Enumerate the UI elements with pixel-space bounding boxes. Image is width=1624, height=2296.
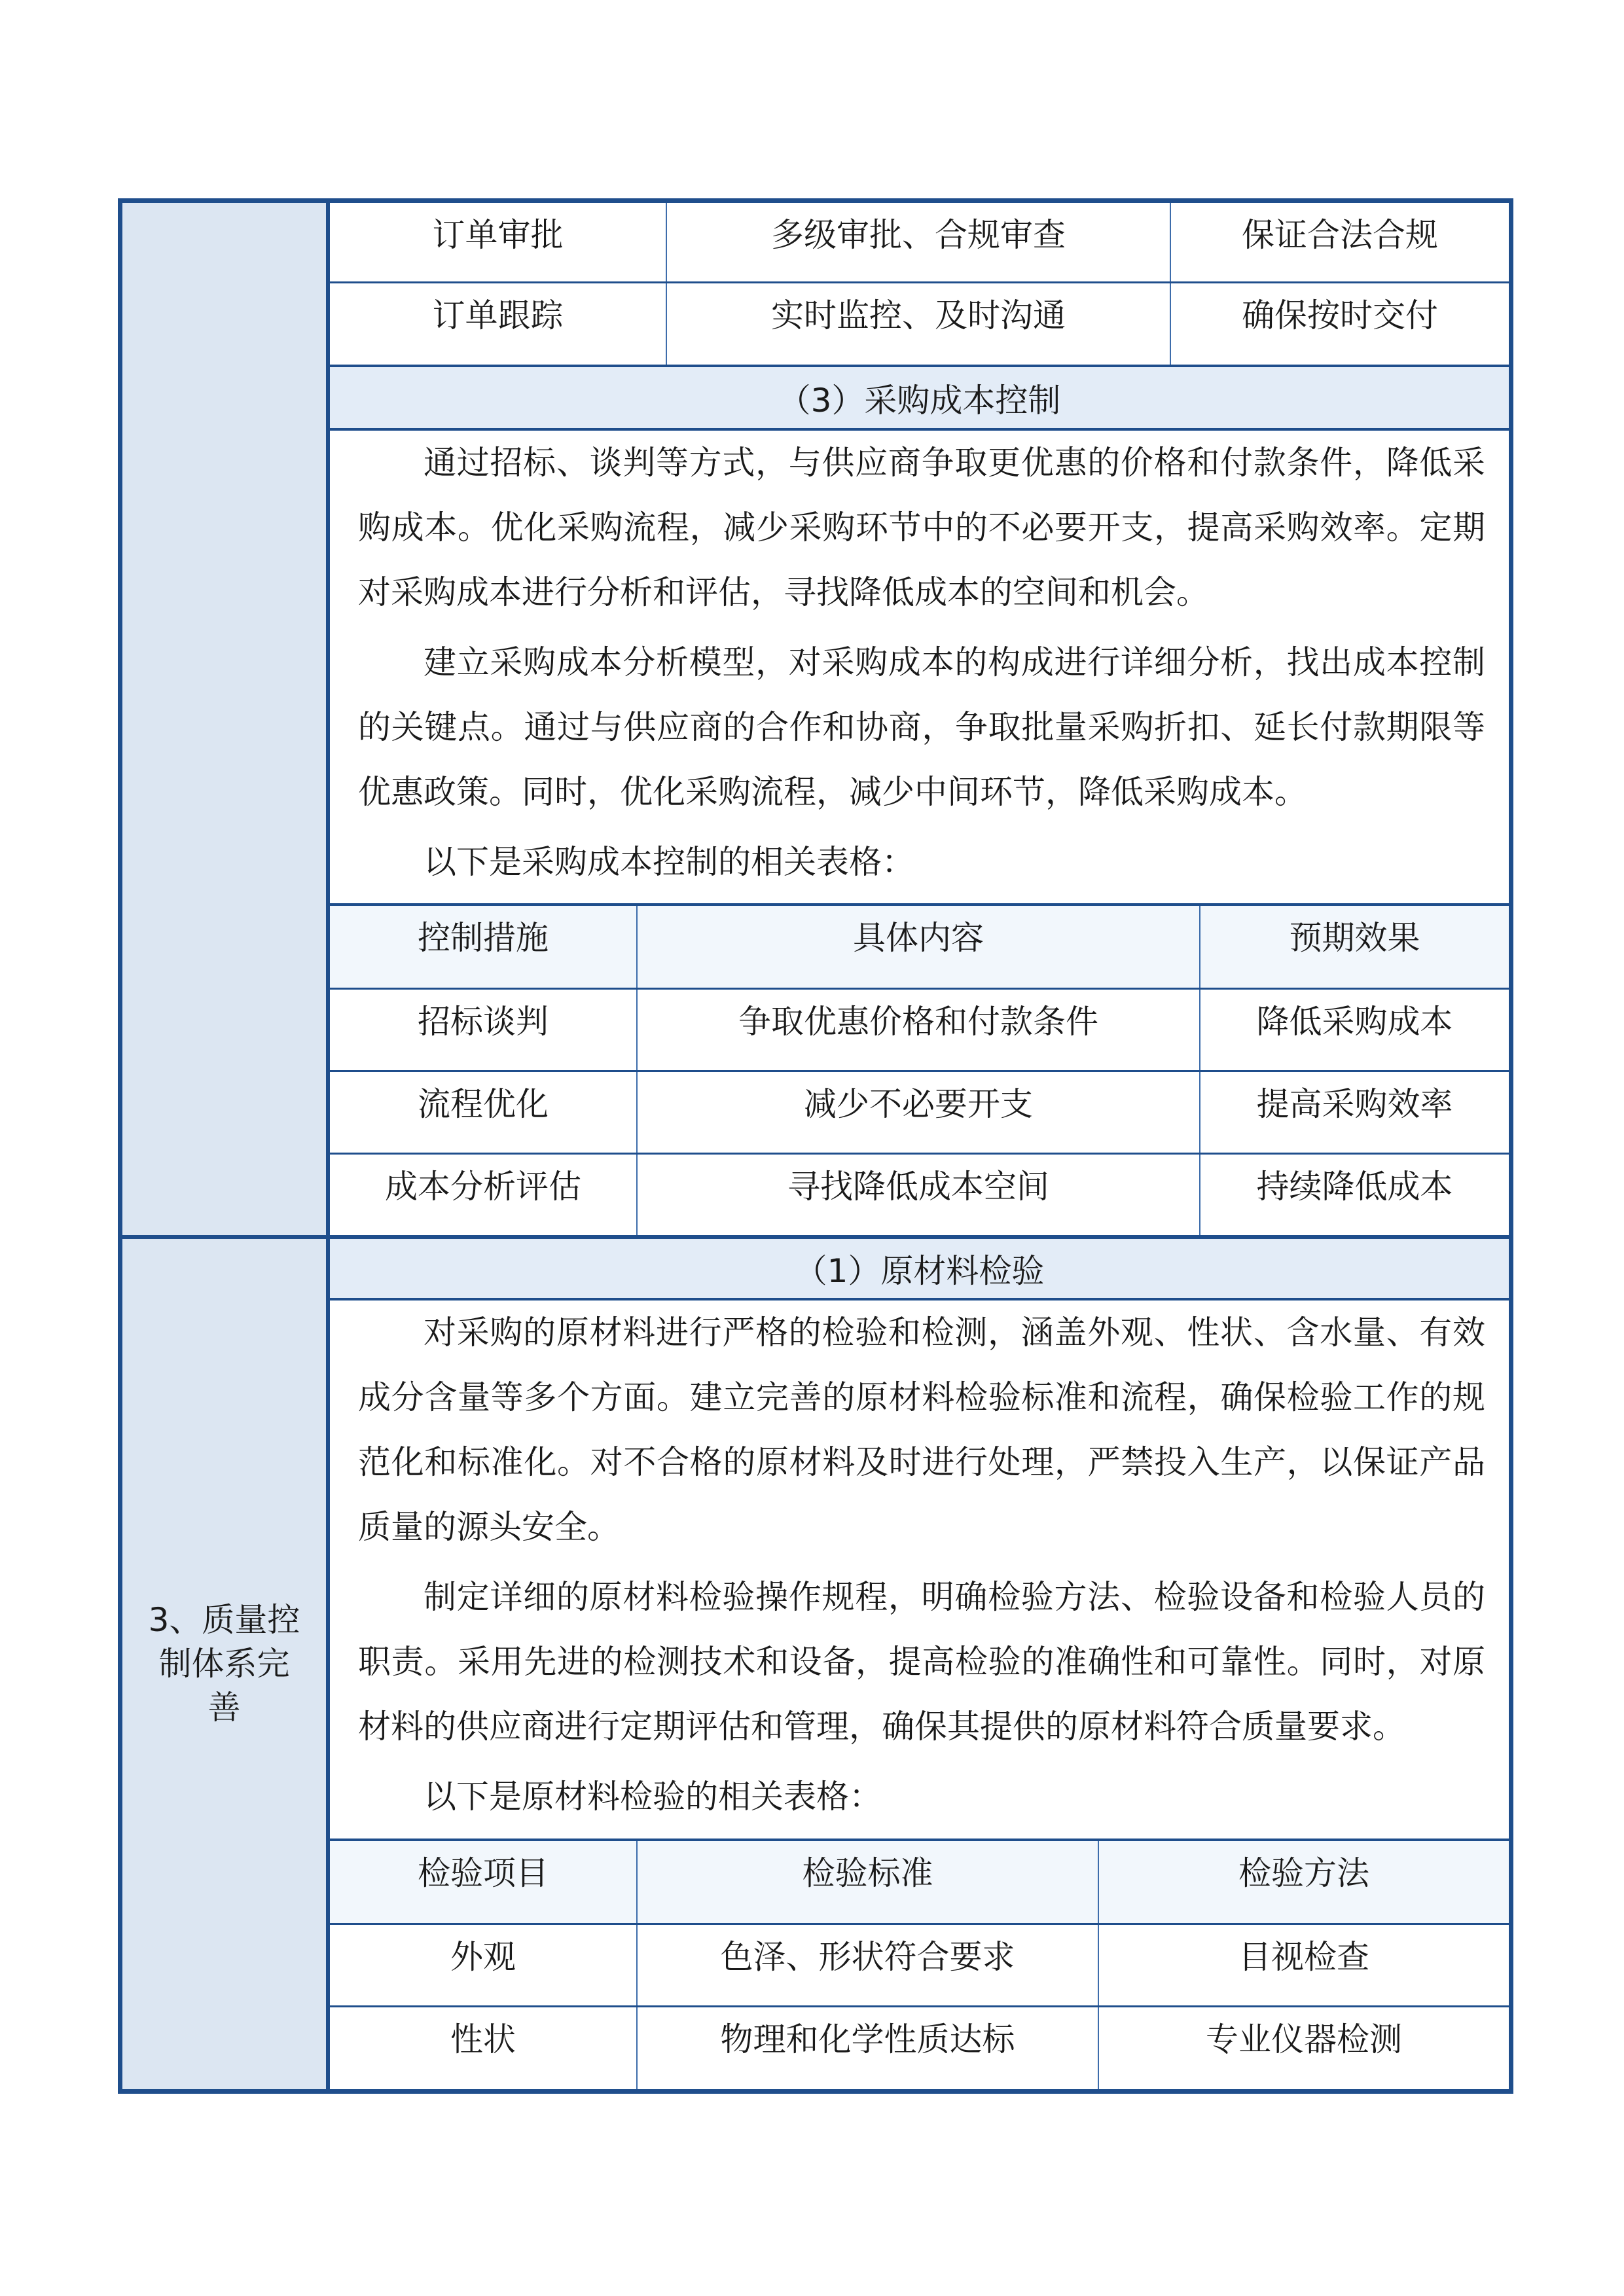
cost-measure-cell: 成本分析评估 <box>330 1155 638 1235</box>
paragraph-line: 质量的源头安全。 <box>358 1508 620 1546</box>
cost-effect-cell: 持续降低成本 <box>1256 1168 1453 1206</box>
cost-table-header-cell: 预期效果 <box>1289 919 1420 957</box>
paragraph-line: 以下是原材料检验的相关表格： <box>424 1778 882 1816</box>
section-content-cell <box>330 203 1509 1235</box>
procurement-section-continued <box>122 203 1509 1239</box>
inspection-method-cell: 专业仪器检测 <box>1206 2020 1402 2058</box>
cost-measure-cell: 招标谈判 <box>330 990 638 1070</box>
cost-table-header-row <box>330 906 1509 990</box>
cost-control-text <box>330 431 1509 906</box>
paragraph <box>358 1300 1485 1560</box>
inspection-table-header-row <box>330 1841 1509 1925</box>
inspection-table-row <box>330 1925 1509 2007</box>
order-table-row <box>330 283 1509 367</box>
raw-material-inspection-heading: （1）原材料检验 <box>330 1239 1509 1300</box>
cost-effect-cell: 提高采购效率 <box>1256 1085 1453 1123</box>
order-content-cell: 多级审批、合规审查 <box>667 203 1171 281</box>
paragraph-line: 范化和标准化。对不合格的原材料及时进行处理，严禁投入生产，以保证产品 <box>358 1443 1485 1481</box>
paragraph <box>358 1565 1485 1759</box>
cost-detail-cell: 争取优惠价格和付款条件 <box>638 990 1200 1070</box>
paragraph-line: 建立采购成本分析模型，对采购成本的构成进行详细分析，找出成本控制 <box>424 643 1485 681</box>
paragraph-line: 的关键点。通过与供应商的合作和协商，争取批量采购折扣、延长付款期限等 <box>358 708 1485 746</box>
order-effect-cell: 确保按时交付 <box>1242 296 1438 334</box>
cost-table-header-cell: 具体内容 <box>638 906 1200 988</box>
paragraph-line: 通过招标、谈判等方式，与供应商争取更优惠的价格和付款条件，降低采 <box>424 444 1485 482</box>
inspection-table-header-cell: 检验方法 <box>1238 1854 1369 1892</box>
cost-table-row <box>330 1155 1509 1235</box>
paragraph <box>358 630 1485 825</box>
inspection-table-header-cell: 检验项目 <box>330 1841 638 1923</box>
section-label-cell <box>122 1239 330 2089</box>
section-content-cell <box>330 1239 1509 2089</box>
inspection-item-cell: 外观 <box>330 1925 638 2005</box>
paragraph-line: 成分含量等多个方面。建立完善的原材料检验标准和流程，确保检验工作的规 <box>358 1378 1485 1416</box>
order-effect-cell: 保证合法合规 <box>1242 216 1438 254</box>
quality-control-section <box>122 1239 1509 2089</box>
paragraph-line: 优惠政策。同时，优化采购流程，减少中间环节，降低采购成本。 <box>358 773 1307 811</box>
paragraph-line: 对采购成本进行分析和评估，寻找降低成本的空间和机会。 <box>358 573 1209 611</box>
paragraph-line: 购成本。优化采购流程，减少采购环节中的不必要开支，提高采购效率。定期 <box>358 509 1485 547</box>
paragraph-line: 对采购的原材料进行严格的检验和检测，涵盖外观、性状、含水量、有效 <box>424 1314 1485 1352</box>
inspection-table-row <box>330 2007 1509 2089</box>
plan-table <box>118 198 1513 2094</box>
order-content-cell: 实时监控、及时沟通 <box>667 283 1171 365</box>
order-table-row <box>330 203 1509 283</box>
cost-measure-cell: 流程优化 <box>330 1072 638 1153</box>
section-label-cell <box>122 203 330 1235</box>
paragraph-line: 材料的供应商进行定期评估和管理，确保其提供的原材料符合质量要求。 <box>358 1708 1405 1746</box>
inspection-standard-cell: 色泽、形状符合要求 <box>638 1925 1099 2005</box>
inspection-standard-cell: 物理和化学性质达标 <box>638 2007 1099 2089</box>
cost-control-heading: （3）采购成本控制 <box>330 367 1509 431</box>
inspection-method-cell: 目视检查 <box>1238 1938 1369 1976</box>
order-item-cell: 订单跟踪 <box>330 283 667 365</box>
inspection-item-cell: 性状 <box>330 2007 638 2089</box>
paragraph <box>358 830 1485 895</box>
cost-table-row <box>330 990 1509 1072</box>
cost-detail-cell: 减少不必要开支 <box>638 1072 1200 1153</box>
cost-effect-cell: 降低采购成本 <box>1256 1003 1453 1041</box>
paragraph <box>358 431 1485 625</box>
cost-table-header-cell: 控制措施 <box>330 906 638 988</box>
paragraph-line: 制定详细的原材料检验操作规程，明确检验方法、检验设备和检验人员的 <box>424 1578 1485 1616</box>
paragraph-line: 以下是采购成本控制的相关表格： <box>424 843 914 881</box>
paragraph <box>358 1765 1485 1829</box>
inspection-table-header-cell: 检验标准 <box>638 1841 1099 1923</box>
raw-material-inspection-text <box>330 1300 1509 1841</box>
cost-table-row <box>330 1072 1509 1155</box>
paragraph-line: 职责。采用先进的检测技术和设备，提高检验的准确性和可靠性。同时，对原 <box>358 1643 1485 1681</box>
cost-detail-cell: 寻找降低成本空间 <box>638 1155 1200 1235</box>
section-label: 3、质量控制体系完善 <box>148 1601 300 1727</box>
order-item-cell: 订单审批 <box>330 203 667 281</box>
